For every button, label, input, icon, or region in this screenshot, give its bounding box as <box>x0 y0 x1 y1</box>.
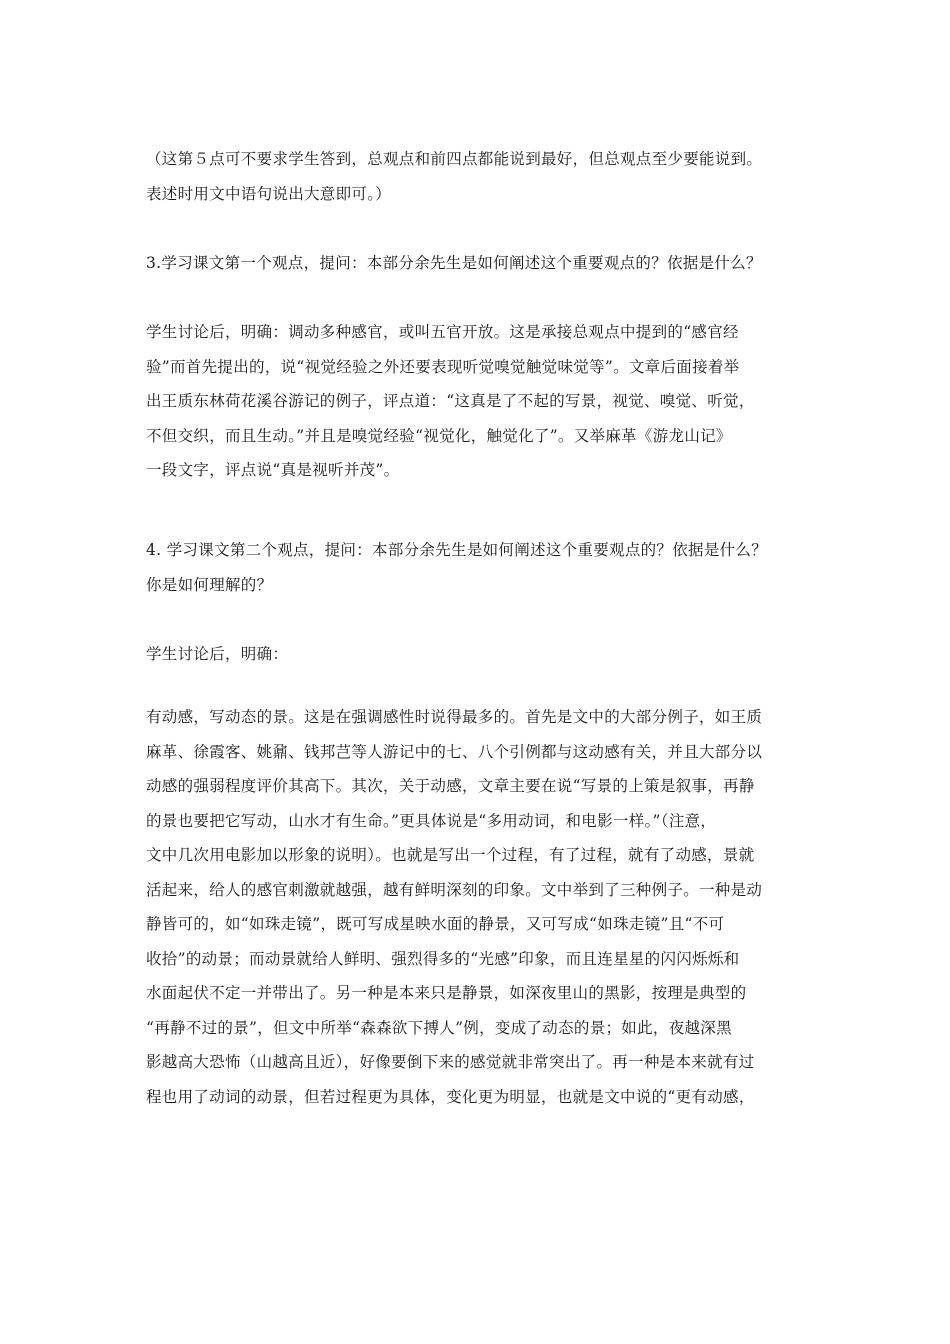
text-line: 静皆可的，如“如珠走镜”，既可写成星映水面的静景，又可写成“如珠走镜”且“不可 <box>146 915 725 933</box>
answer-4-body-paragraph <box>146 700 806 1114</box>
note-paragraph <box>146 142 806 211</box>
text-line: 不但交织，而且生动。”并且是嗅觉经验“视觉化，触觉化了”。又举麻革《游龙山记》 <box>146 426 732 445</box>
text-line: 学生讨论后，明确： <box>146 645 289 663</box>
question-4-paragraph <box>146 533 806 602</box>
text-line: 动感的强弱程度评价其高下。其次，关于动感，文章主要在说“写景的上策是叙事，再静 <box>146 777 755 795</box>
text-line: 验”而首先提出的，说“视觉经验之外还要表现听觉嗅觉触觉味觉等”。文章后面接着举 <box>146 357 740 376</box>
text-line: 程也用了动词的动景，但若过程更为具体，变化更为明显，也就是文中说的“更有动感， <box>146 1087 755 1106</box>
answer-3-paragraph <box>146 315 806 488</box>
question-3-paragraph <box>146 246 806 281</box>
text-line: 活起来，给人的感官刺激就越强，越有鲜明深刻的印象。文中举到了三种例子。一种是动 <box>146 880 763 899</box>
answer-4-intro-paragraph <box>146 637 806 672</box>
text-line: 文中几次用电影加以形象的说明）。也就是写出一个过程，有了过程，就有了动感，景就 <box>146 846 755 864</box>
text-line: 影越高大恐怖（山越高且近），好像要倒下来的感觉就非常突出了。再一种是本来就有过 <box>146 1053 755 1071</box>
text-line: 出王质东林荷花溪谷游记的例子，评点道：“这真是了不起的写景，视觉、嗅觉、听觉， <box>146 392 755 410</box>
text-line: 3.学习课文第一个观点，提问：本部分余先生是如何阐述这个重要观点的？依据是什么？ <box>146 254 762 272</box>
text-line: 的景也要把它写动，山水才有生命。”更具体说是“多用动词，和电影一样。”（注意， <box>146 811 717 830</box>
text-line: 表述时用文中语句说出大意即可。） <box>146 184 392 203</box>
text-line: （这第５点可不要求学生答到，总观点和前四点都能说到最好，但总观点至少要能说到。 <box>146 150 763 168</box>
text-line: “再静不过的景”，但文中所举“森森欲下搏人”例，变成了动态的景；如此，夜越深黑 <box>146 1018 732 1037</box>
text-line: 有动感，写动态的景。这是在强调感性时说得最多的。首先是文中的大部分例子，如王质 <box>146 708 763 726</box>
text-line: 你是如何理解的？ <box>146 575 273 594</box>
text-line: 收拾”的动景；而动景就给人鲜明、强烈得多的“光感”印象，而且连星星的闪闪烁烁和 <box>146 949 740 968</box>
text-line: 一段文字，评点说“真是视听并茂”。 <box>146 461 400 479</box>
text-line: 4. 学习课文第二个观点，提问：本部分余先生是如何阐述这个重要观点的？依据是什么？ <box>146 541 768 559</box>
text-line: 学生讨论后，明确：调动多种感官，或叫五官开放。这是承接总观点中提到的“感官经 <box>146 323 739 341</box>
text-line: 水面起伏不定一并带出了。另一种是本来只是静景，如深夜里山的黑影，按理是典型的 <box>146 984 747 1002</box>
text-line: 麻革、徐霞客、姚鼐、钱邦芑等人游记中的七、八个引例都与这动感有关，并且大部分以 <box>146 742 763 761</box>
